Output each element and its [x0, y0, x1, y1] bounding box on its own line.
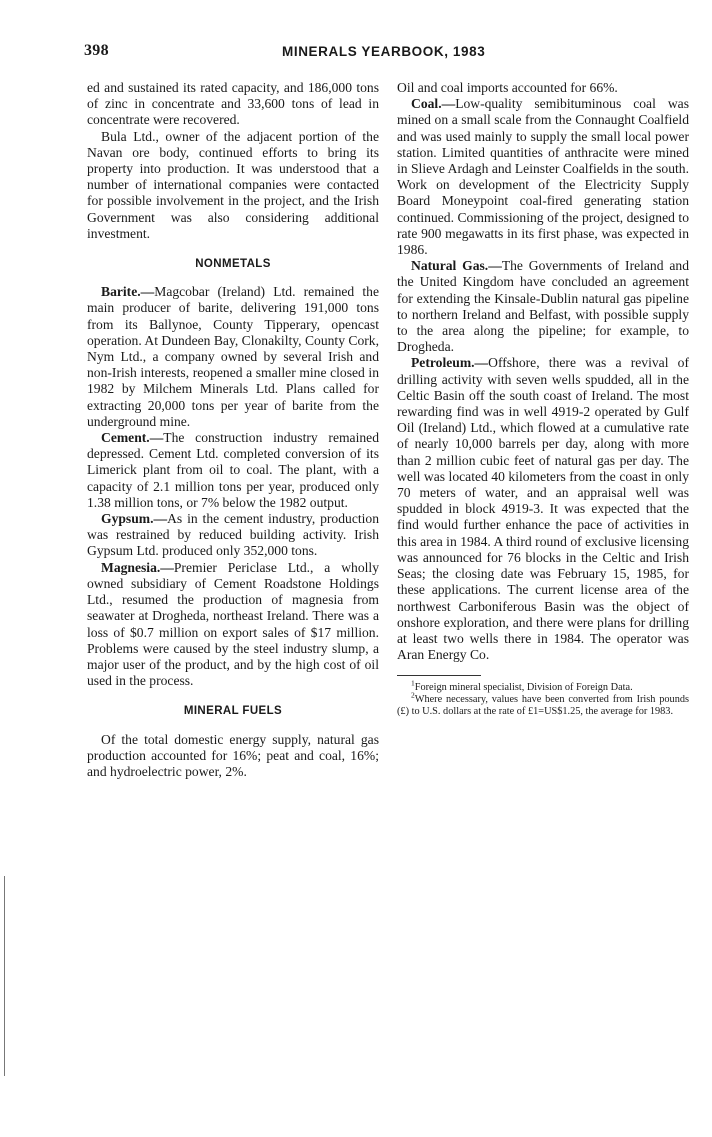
running-head: MINERALS YEARBOOK, 1983: [282, 44, 486, 59]
paragraph-gypsum: [87, 511, 379, 560]
paragraph-energy-supply: Of the total domestic energy supply, natural gas production accounted for 16%; peat and coal, 16%; and hydroelectric power, 2%.: [87, 731, 379, 779]
paragraph-cement: [87, 430, 379, 511]
footnote-1: [397, 678, 689, 694]
section-heading-nonmetals: NONMETALS: [195, 258, 271, 271]
paragraph-oil-coal-imports: Oil and coal imports accounted for 66%.: [397, 80, 618, 95]
run-in-title-cement: Cement.—: [101, 430, 164, 446]
run-in-title-petroleum: Petroleum.—: [411, 355, 489, 371]
footnote-text: Foreign mineral specialist, Division of Foreign Data.: [414, 682, 633, 694]
paragraph-intro-1: ed and sustained its rated capacity, and 186,000 tons of zinc in concentrate and 33,600 tons of lead in concentrate were recovered.: [87, 80, 379, 128]
barite-text: Magcobar (Ireland) Ltd. remained the main producer of barite, delivering 191,000 tons from its Ballynoe, County Tipperary, opencast operation. At Dundeen Bay, Clonakilty, County Cork, Nym Ltd., a company owned by several Irish and non-Irish interests, reopened a smaller mine closed in 1982 by Milchem Minerals Ltd. Plans called for extracting 20,000 tons per year of barite from the underground mine.: [87, 284, 379, 429]
paragraph-coal: [397, 96, 689, 258]
left-column: [87, 80, 379, 780]
paragraph-intro-2: Bula Ltd., owner of the adjacent portion of the Navan ore body, continued efforts to bring its property into production. It was understood that a number of international companies were contacted for possible involvement in the project, and the Irish Government was also considering additional investment.: [87, 128, 379, 241]
coal-text: Low-quality semibituminous coal was mined on a small scale from the Connaught Coalfield and was used mainly to supply the small local power station. Limited quantities of anthracite were mined in Slieve Ardagh and Leinster Coalfields in the south. Work on development of the Electricity Supply Board Moneypoint coal-fired generating station continued. Commissioning of the project, designed to rate 900 megawatts in its first phase, was expected in 1986.: [397, 96, 689, 258]
run-in-title-natural-gas: Natural Gas.—: [411, 258, 502, 274]
section-heading-mineral-fuels: MINERAL FUELS: [183, 705, 283, 718]
gypsum-text: As in the cement industry, production was restrained by reduced building activity. Irish Gypsum Ltd. produced only 352,000 tons.: [87, 511, 379, 559]
run-in-title-coal: Coal.—: [411, 96, 456, 112]
footnote-mark: 2: [411, 690, 415, 700]
right-column: [397, 80, 689, 717]
cement-text: The construction industry remained depressed. Cement Ltd. completed conversion of its Limerick plant from oil to coal. The plant, with a capacity of 2.1 million tons per year, produced only 1.38 million tons, or 7% below the 1982 output.: [87, 430, 379, 510]
page-number: 398: [84, 42, 109, 59]
scan-margin-line: [4, 876, 5, 1076]
paragraph-petroleum: [397, 355, 689, 663]
magnesia-text: Premier Periclase Ltd., a wholly owned subsidiary of Cement Roadstone Holdings Ltd., resumed the production of magnesia from seawater at Drogheda, northeast Ireland. There was a loss of $0.7 million on export sales of $17 million. Problems were caused by the steel industry slump, a major user of the product, and by the high cost of oil used in the process.: [87, 559, 379, 689]
paragraph-magnesia: [87, 560, 379, 690]
footnote-rule: [397, 675, 481, 676]
paragraph-barite: [87, 284, 379, 430]
run-in-title-magnesia: Magnesia.—: [101, 559, 174, 575]
footnote-mark: 1: [411, 678, 415, 688]
footnote-2: [397, 690, 689, 717]
run-in-title-barite: Barite.—: [101, 284, 155, 300]
footnote-text: Where necessary, values have been converted from Irish pounds (£) to U.S. dollars at the rate of £1=US$1.25, the average for 1983.: [397, 693, 689, 717]
petroleum-text: Offshore, there was a revival of drilling activity with seven wells spudded, all in the Celtic Basin off the south coast of Ireland. The most rewarding find was in well 4919-2 operated by Gulf Oil (Ireland) Ltd., which flowed at a cumulative rate of nearly 10,000 barrels per day, along with more than 2 million cubic feet of natural gas per day. The well was located 40 kilometers from the coast in only 70 meters of water, and an appraisal well was spudded in block 4919-3. It was expected that the find would further enhance the pace of activities in this area in 1984. A third round of exclusive licensing was announced for 76 blocks in the Celtic and Irish Seas; the closing date was February 15, 1985, for these applications. The current license area of the northwest Carboniferous Basin was the object of onshore exploration, and there were plans for drilling at least two wells there in 1984. The operator was Aran Energy Co.: [397, 355, 689, 663]
paragraph-natural-gas: [397, 258, 689, 355]
natural-gas-text: The Governments of Ireland and the United Kingdom have concluded an agreement for extending the Kinsale-Dublin natural gas pipeline to northern Ireland and Belfast, with possible supply to the area along the pipeline; for example, to Drogheda.: [397, 258, 689, 355]
run-in-title-gypsum: Gypsum.—: [101, 511, 168, 527]
